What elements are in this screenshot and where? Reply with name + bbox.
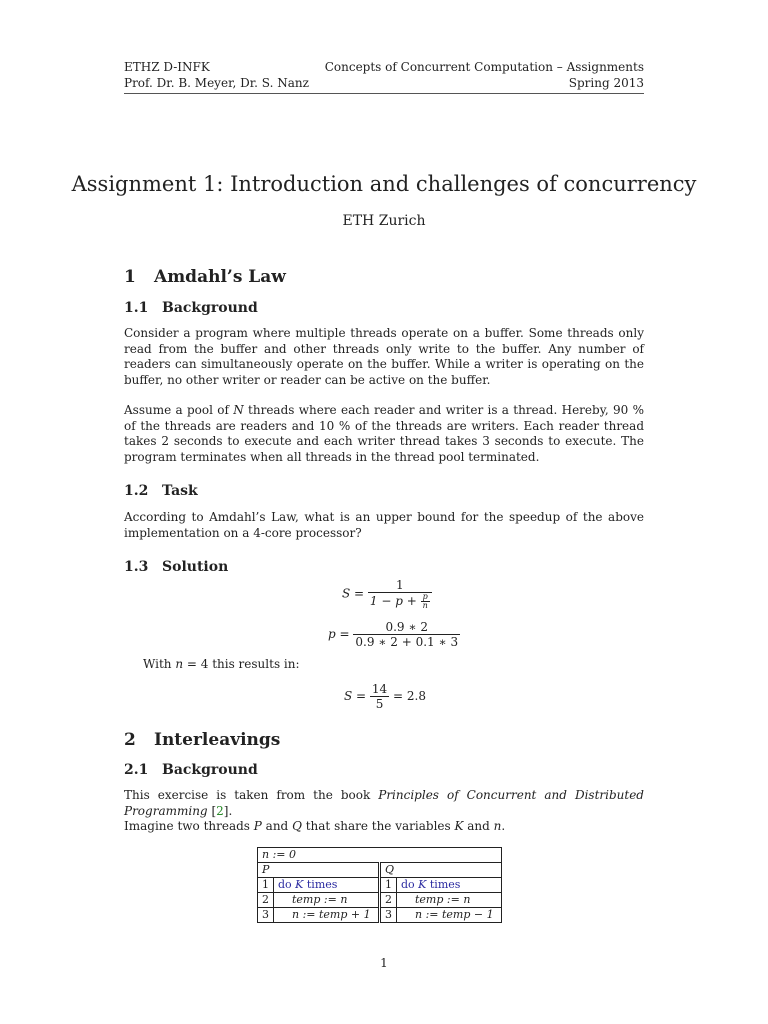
header-rule [124,93,644,94]
subsection-title: Task [162,483,198,499]
text-run: and [261,819,293,833]
code-cell: temp := n [274,893,380,908]
line-number: 3 [380,908,397,923]
page-number: 1 [380,956,388,970]
text-run: = 4 this results in: [183,657,300,671]
text-run: [ [207,803,217,818]
table-row [258,893,502,908]
eq-numerator: 0.9 ∗ 2 [353,620,460,635]
section-heading-2 [124,730,280,750]
text-run: Assume a pool of [124,403,234,417]
math-var: n [493,819,502,833]
subsection-number: 2.1 [124,762,149,778]
code-cell [397,878,502,893]
equation-result [344,682,426,711]
paragraph-interleavings [124,788,644,835]
section-number: 1 [124,267,136,287]
eq-denominator: 0.9 ∗ 2 + 0.1 ∗ 3 [355,635,459,649]
subsection-heading-2-1 [124,762,258,778]
subsection-heading-1-1 [124,300,258,316]
eq-lhs: S = [344,689,367,703]
eq-numerator: 1 [368,578,432,593]
subsection-heading-1-3 [124,559,228,575]
subsection-heading-1-2 [124,483,198,499]
paragraph-with-n [143,657,443,673]
equation-speedup [342,578,432,610]
code-cell: n := temp − 1 [397,908,502,923]
text-run: With [143,657,176,671]
table-row [258,878,502,893]
text-run: This exercise is taken from the book [124,788,379,802]
book-title: Principles of Concurrent and Distributed Programming [124,788,644,818]
table-row [258,848,502,863]
eq-denominator [368,593,432,610]
subsection-title: Background [162,300,258,316]
eq-small-fraction [421,593,430,610]
program-table [257,847,502,923]
table-row [258,863,502,878]
table-header-p: P [258,863,380,878]
line-number: 1 [380,878,397,893]
header-term: Spring 2013 [568,76,644,90]
keyword: do [401,878,415,891]
section-number: 2 [124,730,136,750]
header-institution: ETHZ D-INFK [124,60,210,74]
keyword: times [306,878,338,891]
text-run: and [463,819,494,833]
math-var: N [233,403,244,417]
text-run: threads where each reader and writer is a thread. Hereby, 90 % of the threads are readers and 10 % of the threads are writers. Each reader thread takes 2 seconds to execute and each writer thread takes 3 seconds to execute. The program terminates when all threads in the thread pool terminated. [124,403,644,464]
paragraph-background-1: Consider a program where multiple threads operate on a buffer. Some threads only read from the buffer and other threads only write to the buffer. Any number of readers can simultaneously operate on the buffer. While a writer is operating on the buffer, no other writer or reader can be active on the buffer. [124,326,644,387]
document-title: Assignment 1: Introduction and challenges of concurrency [71,172,697,196]
eq-lhs: p = [328,627,350,641]
math-var: K [418,878,427,891]
header-left [124,59,309,91]
table-row [258,908,502,923]
text-run: Imagine two threads [124,819,254,833]
math-var: n [175,657,184,671]
subsection-title: Solution [162,559,229,575]
eq-small-num: p [421,593,430,602]
table-init-cell: n := 0 [258,848,502,863]
line-number: 1 [258,878,274,893]
section-heading-1 [124,267,286,287]
keyword: times [429,878,461,891]
eq-denominator: 5 [375,697,384,711]
code-cell: temp := n [397,893,502,908]
math-var: Q [292,819,302,833]
eq-fraction [368,578,432,610]
math-var: K [454,819,464,833]
text-run: that share the variables [301,819,455,833]
keyword: do [278,878,292,891]
section-title: Interleavings [154,730,281,750]
table-header-q: Q [380,863,502,878]
subsection-number: 1.2 [124,483,149,499]
subsection-number: 1.1 [124,300,149,316]
paragraph-task: According to Amdahl’s Law, what is an upper bound for the speedup of the above implementation on a 4-core processor? [124,510,644,540]
eq-fraction [370,682,389,711]
eq-rhs: = 2.8 [393,689,426,703]
eq-fraction [353,620,460,649]
text-run: ]. [223,803,233,818]
text-run: . [501,819,506,833]
subsection-title: Background [162,762,258,778]
code-cell: n := temp + 1 [274,908,380,923]
eq-small-den: n [422,601,428,610]
math-var: P [253,819,262,833]
header-course: Concepts of Concurrent Computation – Assignments [324,60,644,74]
section-title: Amdahl’s Law [154,267,286,287]
code-cell [274,878,380,893]
line-number: 2 [380,893,397,908]
header-authors: Prof. Dr. B. Meyer, Dr. S. Nanz [124,76,309,90]
equation-parallel-fraction [328,620,460,649]
line-number: 3 [258,908,274,923]
eq-lhs: S = [342,586,365,601]
math-var: K [295,878,304,891]
subsection-number: 1.3 [124,559,149,575]
paragraph-background-2 [124,403,644,465]
document-author: ETH Zurich [342,213,426,229]
eq-denominator-text: 1 − p + [369,594,421,608]
eq-numerator: 14 [371,682,388,696]
header-right [325,59,644,91]
line-number: 2 [258,893,274,908]
citation-link[interactable]: 2 [216,803,224,818]
